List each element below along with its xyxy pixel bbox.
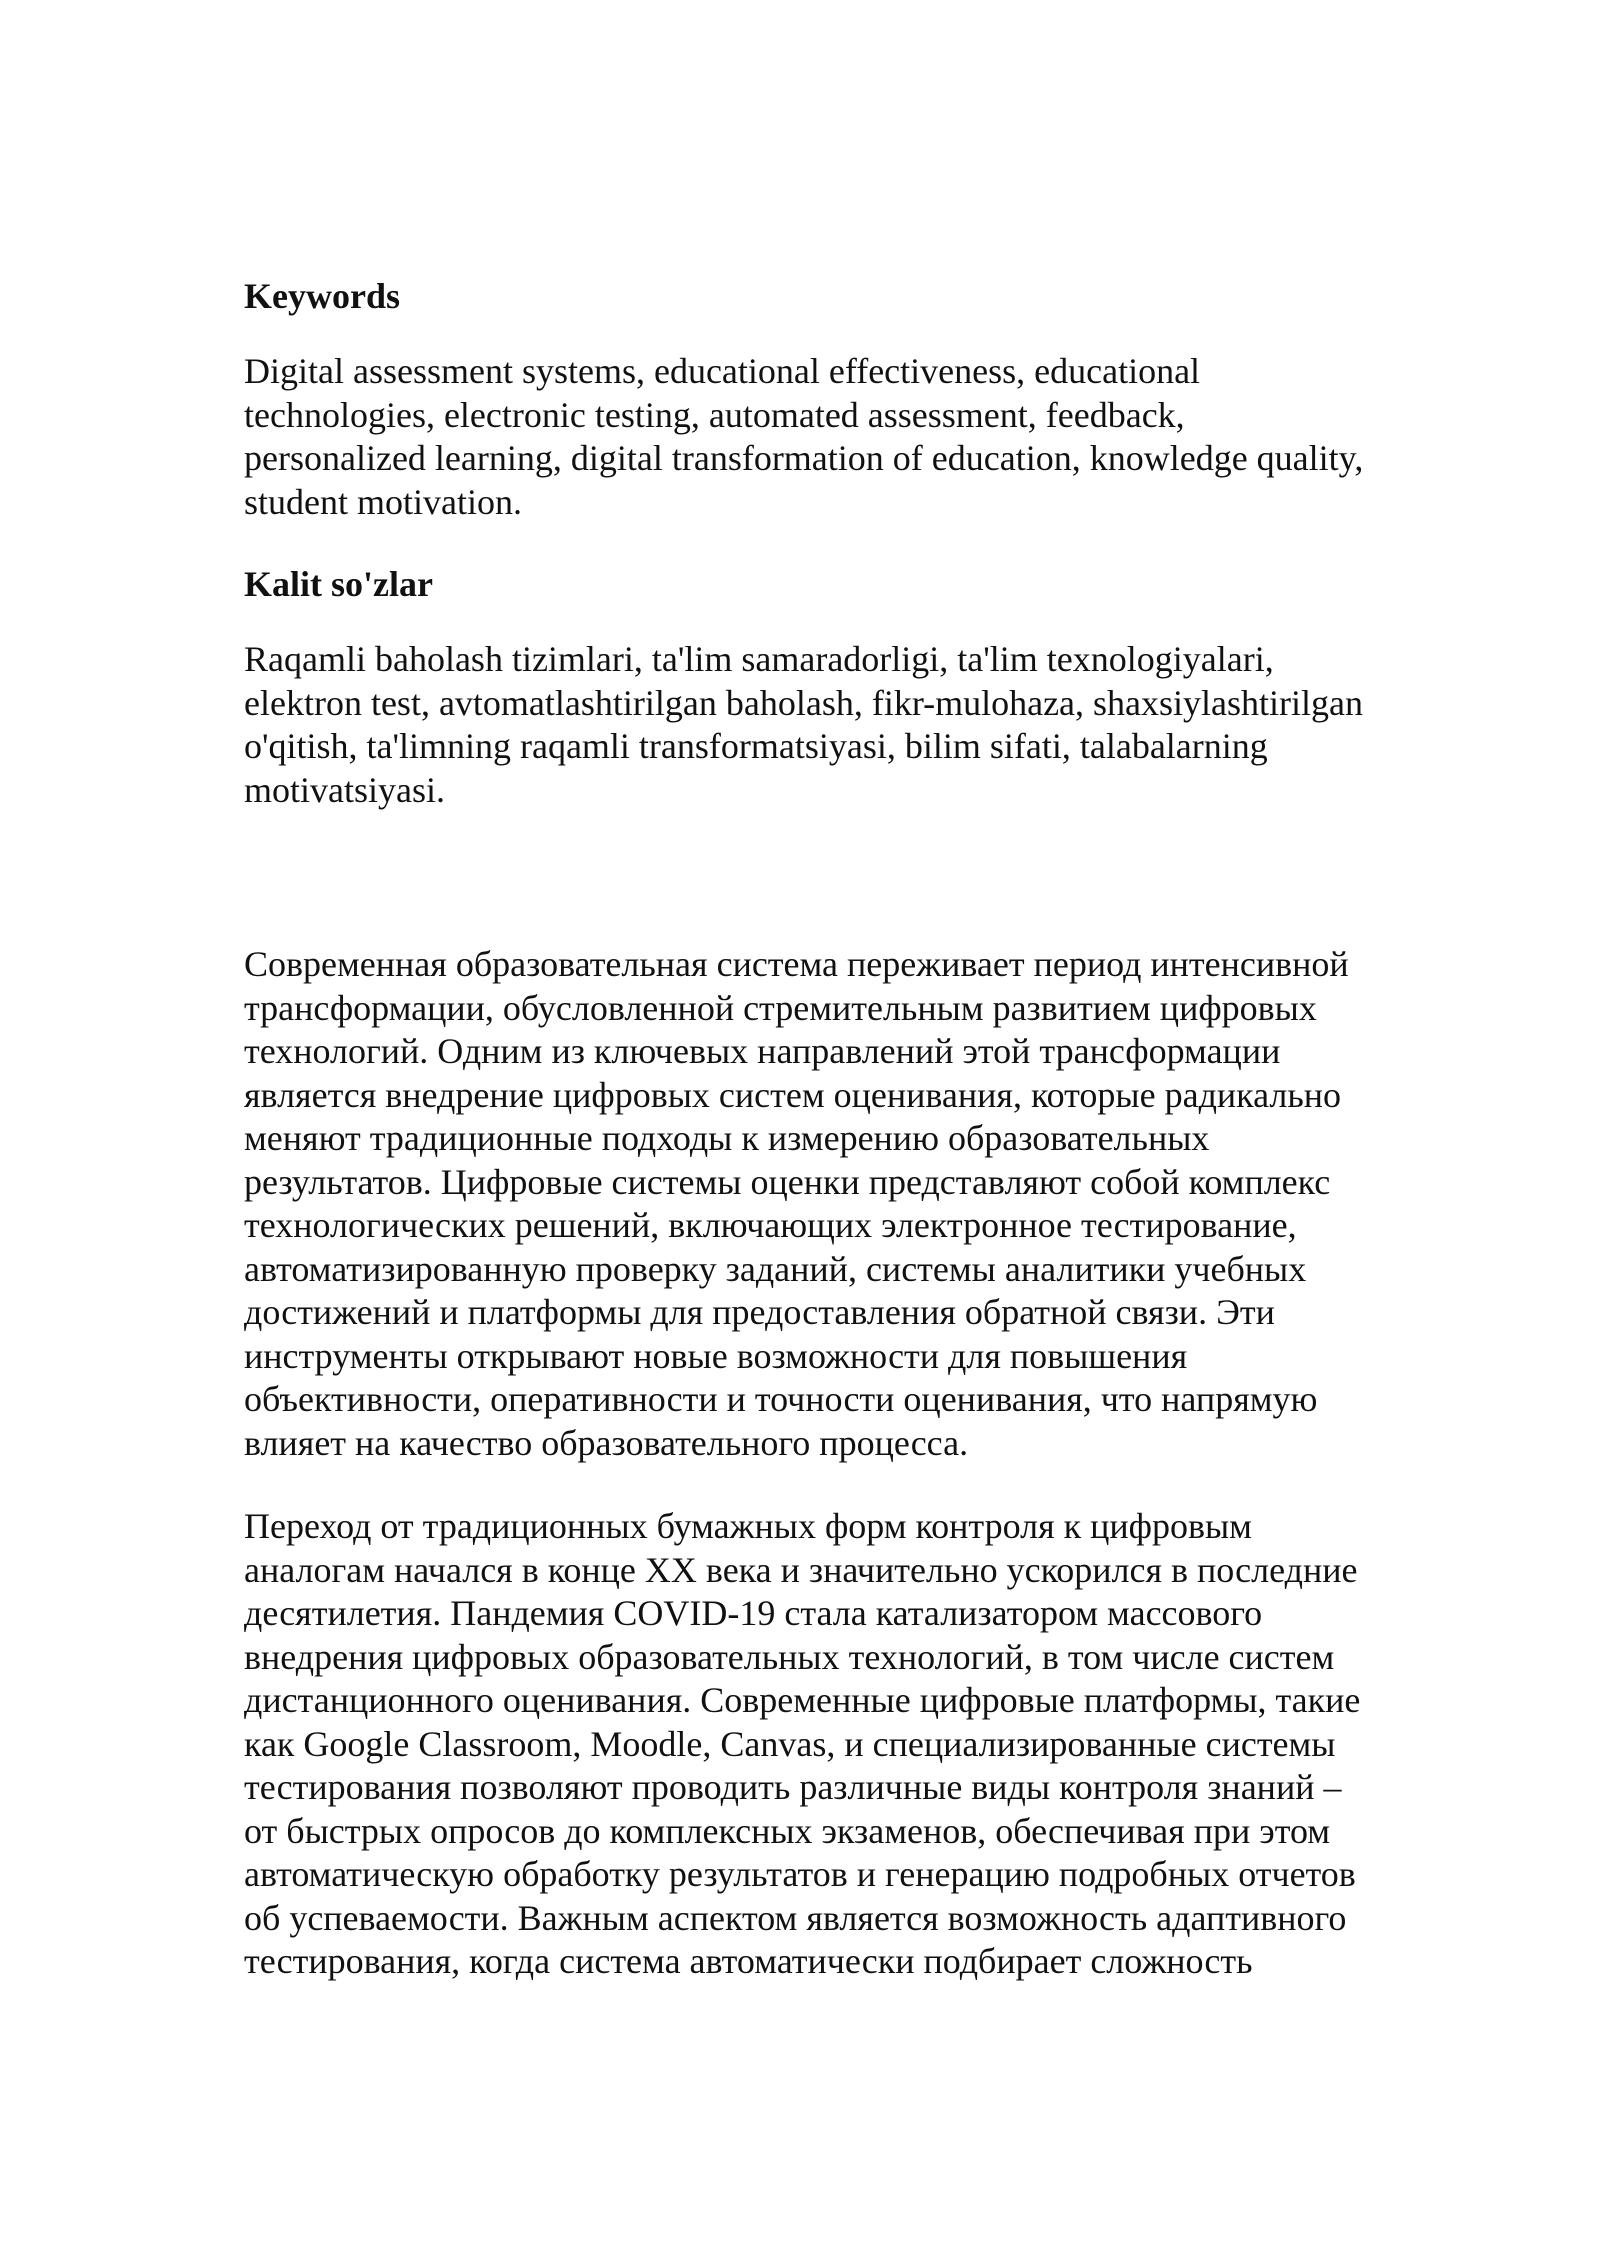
keywords-text: Digital assessment systems, educational effectiveness, educational technologies, electronic testing, automated assessment, feedback, personalized learning, digital transformation of education, knowledge quality, student motivation. [244,351,1364,522]
keywords-heading: Keywords [244,276,400,316]
kalit-heading: Kalit so'zlar [244,564,433,604]
document-page [244,272,1374,1984]
body-paragraph-1: Современная образовательная система переживает период интенсивной трансформации, обусловленной стремительным развитием цифровых технологий. Одним из ключевых направлений этой трансформации является внедрение цифровых систем оценивания, которые радикально меняют традиционные подходы к измерению образовательных результатов. Цифровые системы оценки представляют собой комплекс технологических решений, включающих электронное тестирование, автоматизированную проверку заданий, системы аналитики учебных достижений и платформы для предоставления обратной связи. Эти инструменты открывают новые возможности для повышения объективности, оперативности и точности оценивания, что напрямую влияет на качество образовательного процесса. [244,944,1349,1463]
kalit-text: Raqamli baholash tizimlari, ta'lim samaradorligi, ta'lim texnologiyalari, elektron test, avtomatlashtirilgan baholash, fikr-mulohaza, shaxsiylashtirilgan o'qitish, ta'limning raqamli transformatsiyasi, bilim sifati, talabalarning motivatsiyasi. [244,639,1363,810]
body-paragraph-2: Переход от традиционных бумажных форм контроля к цифровым аналогам начался в конце XX века и значительно ускорился в последние десятилетия. Пандемия COVID-19 стала катализатором массового внедрения цифровых образовательных технологий, в том числе систем дистанционного оценивания. Современные цифровые платформы, такие как Google Classroom, Moodle, Canvas, и специализированные системы тестирования позволяют проводить различные виды контроля знаний – от быстрых опросов до комплексных экзаменов, обеспечивая при этом автоматическую обработку результатов и генерацию подробных отчетов об успеваемости. Важным аспектом является возможность адаптивного тестирования, когда система автоматически подбирает сложность [244,1506,1361,1981]
